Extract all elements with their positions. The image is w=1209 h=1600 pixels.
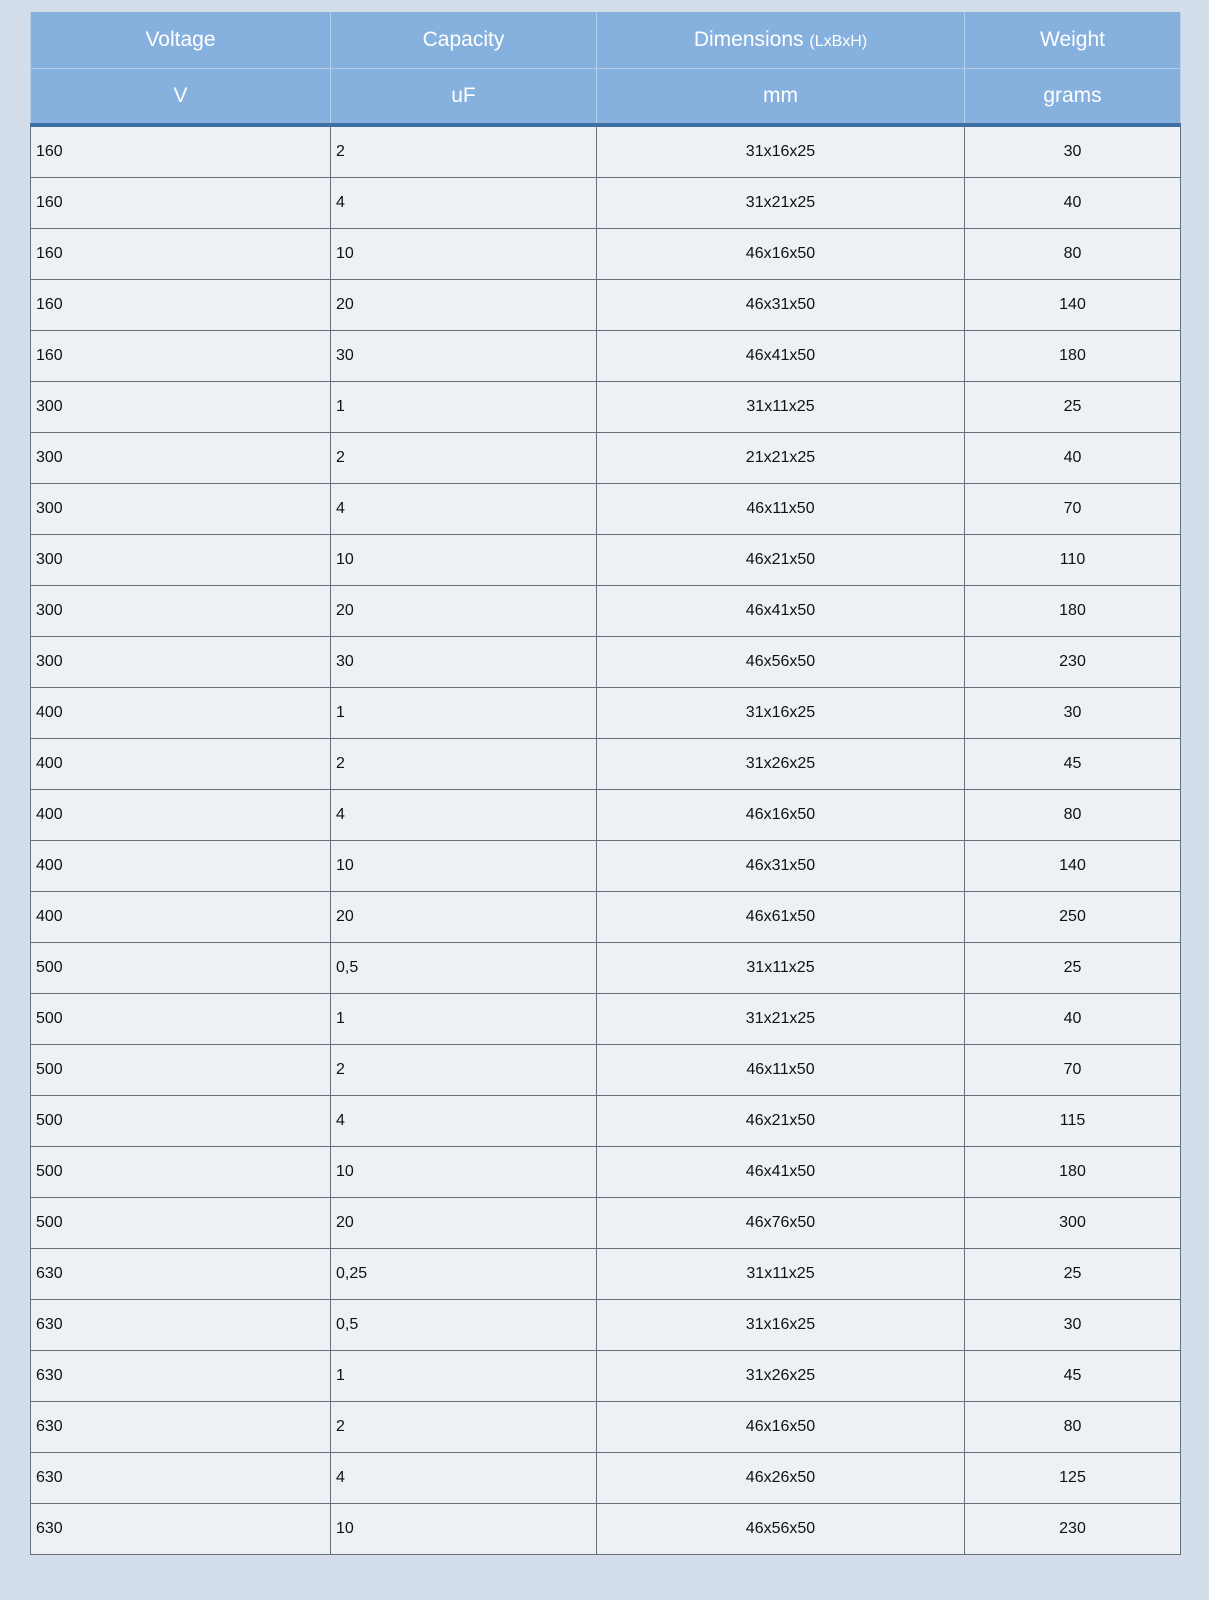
cell-voltage: 400 (31, 892, 331, 943)
table-body (31, 125, 1181, 1555)
cell-voltage: 300 (31, 484, 331, 535)
cell-dimensions: 31x11x25 (597, 943, 965, 994)
cell-capacity: 10 (331, 229, 597, 280)
cell-dimensions: 46x56x50 (597, 637, 965, 688)
cell-weight: 30 (965, 688, 1181, 739)
unit-weight: grams (965, 69, 1181, 126)
cell-voltage: 160 (31, 229, 331, 280)
header-weight: Weight (965, 12, 1181, 69)
table-row (31, 125, 1181, 178)
unit-capacity: uF (331, 69, 597, 126)
cell-dimensions: 46x41x50 (597, 586, 965, 637)
cell-voltage: 160 (31, 280, 331, 331)
header-capacity: Capacity (331, 12, 597, 69)
cell-dimensions: 31x11x25 (597, 382, 965, 433)
table-row (31, 433, 1181, 484)
cell-voltage: 630 (31, 1249, 331, 1300)
table-row (31, 331, 1181, 382)
cell-weight: 180 (965, 331, 1181, 382)
cell-weight: 40 (965, 994, 1181, 1045)
cell-capacity: 4 (331, 178, 597, 229)
cell-weight: 70 (965, 484, 1181, 535)
table-row (31, 739, 1181, 790)
cell-voltage: 400 (31, 790, 331, 841)
cell-capacity: 20 (331, 586, 597, 637)
cell-dimensions: 46x41x50 (597, 1147, 965, 1198)
cell-capacity: 30 (331, 637, 597, 688)
table-row (31, 1096, 1181, 1147)
cell-voltage: 500 (31, 1147, 331, 1198)
cell-voltage: 500 (31, 943, 331, 994)
cell-dimensions: 46x16x50 (597, 229, 965, 280)
cell-voltage: 300 (31, 382, 331, 433)
table-row (31, 1198, 1181, 1249)
cell-capacity: 10 (331, 841, 597, 892)
cell-dimensions: 46x31x50 (597, 280, 965, 331)
table-row (31, 1351, 1181, 1402)
cell-capacity: 2 (331, 125, 597, 178)
cell-dimensions: 46x56x50 (597, 1504, 965, 1555)
cell-capacity: 4 (331, 1096, 597, 1147)
cell-voltage: 160 (31, 331, 331, 382)
cell-voltage: 630 (31, 1453, 331, 1504)
cell-voltage: 300 (31, 637, 331, 688)
cell-dimensions: 31x26x25 (597, 739, 965, 790)
table-row (31, 1504, 1181, 1555)
cell-dimensions: 31x21x25 (597, 178, 965, 229)
table-row (31, 892, 1181, 943)
cell-weight: 40 (965, 178, 1181, 229)
table-row (31, 1402, 1181, 1453)
header-unit-row (31, 69, 1181, 126)
cell-capacity: 1 (331, 994, 597, 1045)
table-header (31, 12, 1181, 125)
cell-weight: 300 (965, 1198, 1181, 1249)
cell-weight: 230 (965, 637, 1181, 688)
table-row (31, 1147, 1181, 1198)
cell-voltage: 630 (31, 1504, 331, 1555)
table-row (31, 1045, 1181, 1096)
capacitor-spec-table-container (30, 12, 1180, 1555)
cell-capacity: 10 (331, 1147, 597, 1198)
cell-voltage: 630 (31, 1300, 331, 1351)
cell-weight: 45 (965, 739, 1181, 790)
cell-dimensions: 21x21x25 (597, 433, 965, 484)
cell-weight: 230 (965, 1504, 1181, 1555)
cell-capacity: 2 (331, 739, 597, 790)
cell-voltage: 500 (31, 1045, 331, 1096)
cell-voltage: 500 (31, 1096, 331, 1147)
table-row (31, 841, 1181, 892)
cell-dimensions: 31x16x25 (597, 1300, 965, 1351)
header-dimensions (597, 12, 965, 69)
cell-weight: 180 (965, 586, 1181, 637)
table-row (31, 280, 1181, 331)
cell-capacity: 0,25 (331, 1249, 597, 1300)
table-row (31, 688, 1181, 739)
table-row (31, 637, 1181, 688)
cell-capacity: 2 (331, 433, 597, 484)
cell-weight: 180 (965, 1147, 1181, 1198)
cell-voltage: 300 (31, 535, 331, 586)
cell-weight: 30 (965, 125, 1181, 178)
cell-dimensions: 46x11x50 (597, 1045, 965, 1096)
cell-voltage: 500 (31, 1198, 331, 1249)
cell-capacity: 0,5 (331, 943, 597, 994)
cell-dimensions: 31x21x25 (597, 994, 965, 1045)
cell-weight: 25 (965, 943, 1181, 994)
cell-voltage: 500 (31, 994, 331, 1045)
header-title-row (31, 12, 1181, 69)
cell-dimensions: 46x11x50 (597, 484, 965, 535)
cell-voltage: 160 (31, 178, 331, 229)
cell-dimensions: 46x76x50 (597, 1198, 965, 1249)
cell-capacity: 10 (331, 535, 597, 586)
cell-capacity: 20 (331, 1198, 597, 1249)
cell-weight: 80 (965, 790, 1181, 841)
cell-capacity: 1 (331, 1351, 597, 1402)
cell-voltage: 400 (31, 841, 331, 892)
cell-voltage: 160 (31, 125, 331, 178)
cell-voltage: 630 (31, 1351, 331, 1402)
cell-capacity: 2 (331, 1045, 597, 1096)
cell-voltage: 630 (31, 1402, 331, 1453)
header-dimensions-label: Dimensions (693, 28, 804, 51)
cell-capacity: 1 (331, 688, 597, 739)
cell-dimensions: 46x26x50 (597, 1453, 965, 1504)
cell-capacity: 20 (331, 280, 597, 331)
cell-capacity: 4 (331, 790, 597, 841)
cell-capacity: 4 (331, 484, 597, 535)
cell-capacity: 0,5 (331, 1300, 597, 1351)
table-row (31, 1300, 1181, 1351)
cell-weight: 40 (965, 433, 1181, 484)
table-row (31, 535, 1181, 586)
cell-dimensions: 31x11x25 (597, 1249, 965, 1300)
table-row (31, 586, 1181, 637)
cell-weight: 70 (965, 1045, 1181, 1096)
cell-weight: 140 (965, 280, 1181, 331)
cell-dimensions: 46x61x50 (597, 892, 965, 943)
table-row (31, 994, 1181, 1045)
cell-dimensions: 46x16x50 (597, 790, 965, 841)
table-row (31, 229, 1181, 280)
cell-voltage: 400 (31, 688, 331, 739)
cell-dimensions: 31x16x25 (597, 688, 965, 739)
cell-capacity: 1 (331, 382, 597, 433)
cell-voltage: 300 (31, 433, 331, 484)
table-row (31, 1249, 1181, 1300)
cell-weight: 115 (965, 1096, 1181, 1147)
cell-dimensions: 31x26x25 (597, 1351, 965, 1402)
cell-dimensions: 46x41x50 (597, 331, 965, 382)
cell-weight: 80 (965, 1402, 1181, 1453)
table-row (31, 943, 1181, 994)
cell-weight: 250 (965, 892, 1181, 943)
cell-weight: 25 (965, 382, 1181, 433)
table-row (31, 382, 1181, 433)
cell-capacity: 30 (331, 331, 597, 382)
cell-weight: 30 (965, 1300, 1181, 1351)
cell-weight: 45 (965, 1351, 1181, 1402)
cell-weight: 25 (965, 1249, 1181, 1300)
cell-dimensions: 46x21x50 (597, 1096, 965, 1147)
cell-capacity: 4 (331, 1453, 597, 1504)
unit-dimensions: mm (597, 69, 965, 126)
table-row (31, 178, 1181, 229)
header-dimensions-suffix: (LxBxH) (809, 33, 868, 50)
cell-weight: 140 (965, 841, 1181, 892)
table-row (31, 1453, 1181, 1504)
cell-dimensions: 46x16x50 (597, 1402, 965, 1453)
unit-voltage: V (31, 69, 331, 126)
cell-voltage: 300 (31, 586, 331, 637)
table-row (31, 790, 1181, 841)
cell-dimensions: 31x16x25 (597, 125, 965, 178)
cell-capacity: 20 (331, 892, 597, 943)
cell-weight: 110 (965, 535, 1181, 586)
table-row (31, 484, 1181, 535)
cell-voltage: 400 (31, 739, 331, 790)
cell-dimensions: 46x21x50 (597, 535, 965, 586)
cell-dimensions: 46x31x50 (597, 841, 965, 892)
cell-capacity: 10 (331, 1504, 597, 1555)
cell-weight: 80 (965, 229, 1181, 280)
cell-capacity: 2 (331, 1402, 597, 1453)
capacitor-spec-table (30, 12, 1181, 1555)
header-voltage: Voltage (31, 12, 331, 69)
cell-weight: 125 (965, 1453, 1181, 1504)
